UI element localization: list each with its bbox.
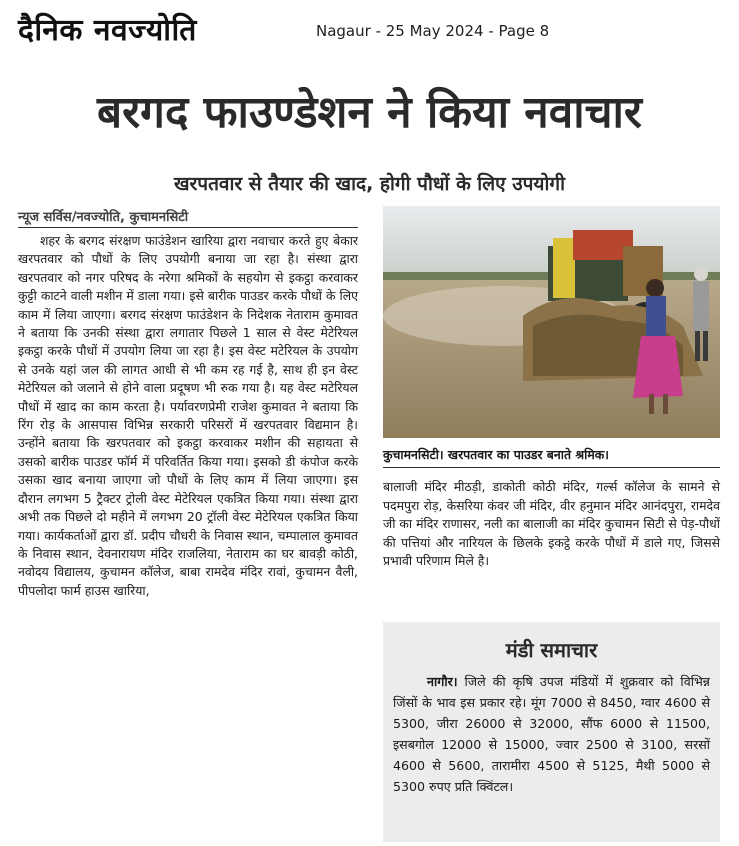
article-subheadline: खरपतवार से तैयार की खाद, होगी पौधों के लिए उपयोगी <box>173 173 565 195</box>
masthead-logo: दैनिक नवज्योति <box>18 13 197 48</box>
mandi-news-box <box>383 622 720 842</box>
photo-caption: कुचामनसिटी। खरपतवार का पाउडर बनाते श्रमिक। <box>383 446 720 468</box>
article-paragraph-left: शहर के बरगद संरक्षण फाउंडेशन खारिया द्वारा नवाचार करते हुए बेकार खरपतवार को पौधों के लिए उपयोगी बनाया जा रहा है। संस्था द्वारा खरपतवार को नगर परिषद के नरेगा श्रमिकों के सहयोग से इकट्ठा करवाकर कुट्टी काटने वाली मशीन में डाला गया। इसे बारीक पाउडर करके पौधों के लिए काम में लिया जाएगा। बरगद संरक्षण फाउंडेशन के निदेशक नेताराम कुमावत ने बताया कि उनकी संस्था द्वारा लगातार पिछले 1 साल से वेस्ट मेटेरियल इकट्ठा करके पौधों में उपयोग लिया जा रहा है। इस वेस्ट मटेरियल के उपयोग से उनके यहां जल की लागत आधी से भी कम रह गई है, साथ ही इन वेस्ट मेटेरियल को जलाने से होने वाला प्रदूषण भी रुक गया है। यह वेस्ट मटेरियल पौधों में खाद का काम करता है। पर्यावरणप्रेमी राजेश कुमावत ने बताया कि रिंग रोड़ के आसपास विभिन्न सरकारी परिसरों में खरपतवार विद्यमान है। उन्होंने बताया कि खरपतवार को इकट्ठा करवाकर मशीन की सहायता से उसको बारीक पाउडर फॉर्म में परिवर्तित किया गया। इसको डी कंपोज करके उसका खाद बनाया जाएगा जो पौधों के लिए काम में लिया जाएगा। इस दौरान लगभग 5 ट्रैक्टर ट्रोली वेस्ट मेटेरियल एकत्रित किया गया। संस्था द्वारा अभी तक पिछले दो महीने में लगभग 20 ट्रॉली वेस्ट मेटेरियल एकत्रित किया गया। कार्यकर्ताओं द्वारा डॉ. प्रदीप चौधरी के निवास स्थान, चम्पालाल कुमावत के निवास स्थान, देवनारायण मंदिर राजलिया, नेताराम का घर बावड़ी कोठी, नवोदय विद्यालय, कुचामन कॉलेज, बाबा रामदेव मंदिर रावां, कुचामन वैली, पीपलोदा फार्म हाउस खारिया, <box>18 233 358 598</box>
mandi-text <box>393 671 710 797</box>
article-byline: न्यूज सर्विस/नवज्योति, कुचामनसिटी <box>18 207 358 228</box>
article-photo <box>383 206 720 438</box>
mandi-dateline: नागौर। <box>427 674 458 689</box>
mandi-prices: जिले की कृषि उपज मंडियों में शुक्रवार को विभिन्न जिंसों के भाव इस प्रकार रहे। मूंग 7000 से 8450, ग्वार 4600 से 5300, जीरा 26000 से 32000, सौंफ 6000 से 11500, इसबगोल 12000 से 15000, ज्वार 2500 से 3100, सरसों 4600 से 5600, तारामीरा 4500 से 5125, मैथी 5000 से 5300 रुपए प्रति क्विंटल। <box>393 674 710 794</box>
article-body-left <box>18 232 358 600</box>
article-headline: बरगद फाउण्डेशन ने किया नवाचार <box>97 87 642 138</box>
article-body-right <box>383 478 720 571</box>
field-workers-photo <box>383 206 720 438</box>
mandi-title: मंडी समाचार <box>505 638 598 662</box>
article-paragraph-right: बालाजी मंदिर मीठड़ी, डाकोती कोठी मंदिर, गर्ल्स कॉलेज के सामने से पदमपुरा रोड़, केसरिया कंवर जी मंदिर, वीर हनुमान मंदिर आनंदपुरा, रामदेव जी का मंदिर राणासर, नली का बालाजी का मंदिर कुचामन सिटी से पेड़-पौधों की पत्तियां और नारियल के छिलके इकट्ठे करके पौधों में डाले गए, जिससे प्रभावी परिणाम मिले है। <box>383 479 720 569</box>
edition-info: Nagaur - 25 May 2024 - Page 8 <box>316 22 550 40</box>
